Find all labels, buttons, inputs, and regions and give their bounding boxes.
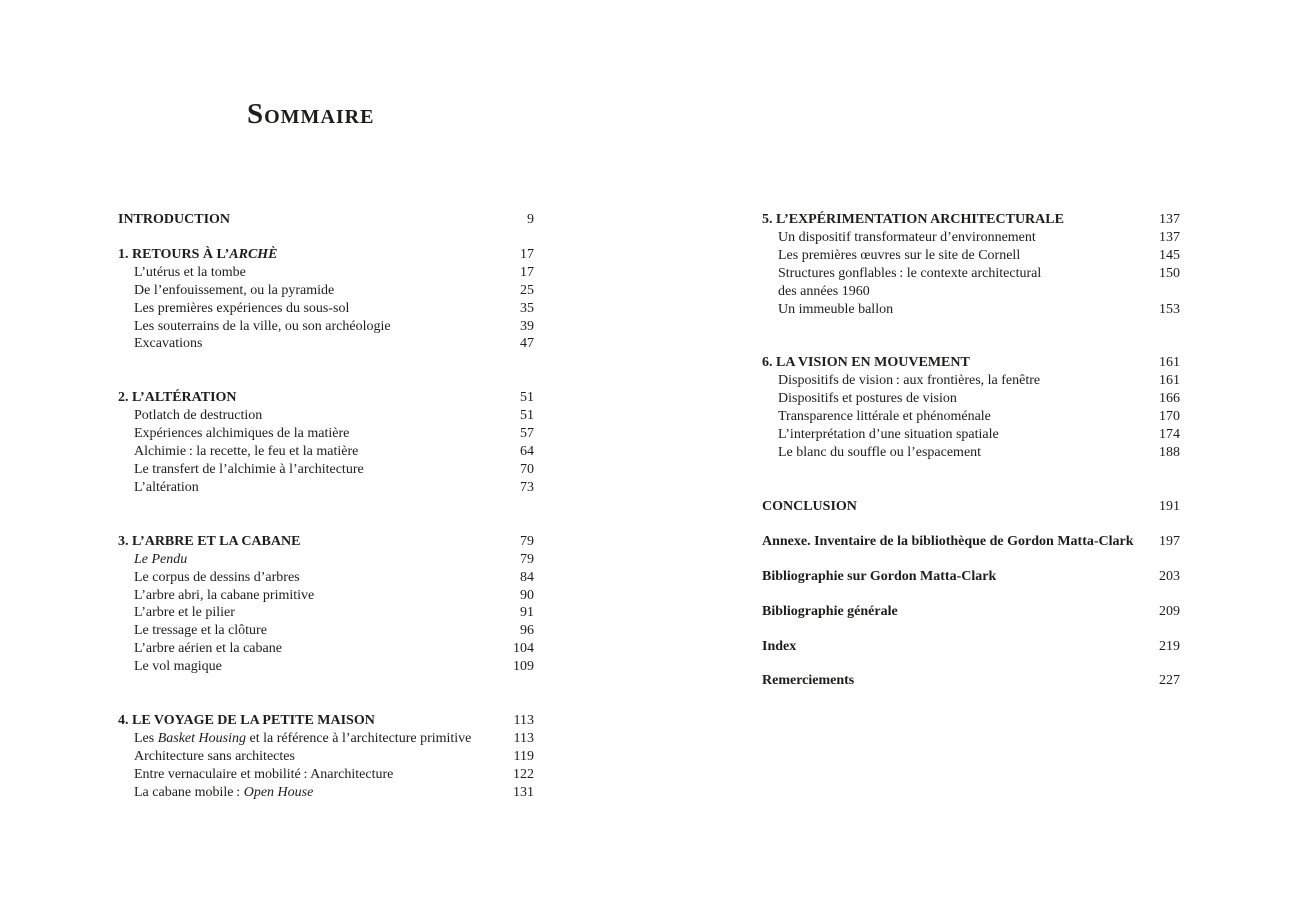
toc-entry-label: [762, 229, 1036, 247]
toc-label-segment: 3. L’ARBRE ET LA CABANE: [118, 533, 301, 549]
toc-item-row: [118, 461, 534, 479]
toc-label-segment: Le vol magique: [134, 659, 222, 675]
toc-heading-row: [118, 533, 534, 551]
toc-entry-page: 109: [513, 659, 534, 675]
toc-item-row: [118, 766, 534, 784]
toc-item-row: [762, 426, 1180, 444]
toc-entry-label: [762, 301, 893, 319]
toc-entry-page: 25: [520, 282, 534, 298]
toc-item-row: [762, 283, 1180, 301]
toc-label-segment: Les: [134, 730, 158, 746]
toc-entry-label: [118, 264, 246, 282]
toc-entry-page: 188: [1159, 444, 1180, 460]
toc-label-segment: La cabane mobile :: [134, 784, 244, 800]
toc-label-segment: 5. L’EXPÉRIMENTATION ARCHITECTURALE: [762, 212, 1064, 227]
toc-label-segment: ARCHÈ: [229, 246, 278, 262]
toc-label-segment: Le tressage et la clôture: [134, 623, 267, 639]
toc-label-segment: Entre vernaculaire et mobilité : Anarchitecture: [134, 766, 394, 782]
toc-label-segment: Alchimie : la recette, le feu et la matière: [134, 444, 359, 460]
toc-label-segment: Remerciements: [762, 673, 855, 689]
toc-entry-page: 174: [1159, 427, 1180, 443]
toc-item-row: [118, 569, 534, 587]
toc-column-left: [118, 211, 534, 802]
toc-item-row: [118, 622, 534, 640]
toc-label-segment: L’altération: [134, 479, 199, 495]
toc-label-segment: Annexe. Inventaire de la bibliothèque de Gordon Matta-Clark: [762, 533, 1134, 549]
toc-label-segment: 2. L’ALTÉRATION: [118, 390, 237, 406]
toc-item-row: [118, 335, 534, 353]
toc-heading-row: [762, 672, 1180, 690]
toc-entry-page: 39: [520, 318, 534, 334]
toc-item-row: [762, 247, 1180, 265]
toc-entry-page: 90: [520, 587, 534, 603]
toc-entry-label: [118, 282, 334, 300]
toc-entry-label: [762, 408, 991, 426]
toc-entry-page: 219: [1159, 638, 1180, 654]
toc-label-segment: Dispositifs et postures de vision: [778, 391, 957, 407]
toc-item-row: [118, 730, 534, 748]
toc-item-row: [118, 658, 534, 676]
toc-entry-page: 47: [520, 336, 534, 352]
toc-entry-page: 35: [520, 300, 534, 316]
toc-entry-label: [118, 425, 349, 443]
toc-label-segment: Les premières œuvres sur le site de Cornell: [778, 247, 1021, 263]
toc-heading-row: [118, 389, 534, 407]
toc-item-row: [118, 604, 534, 622]
toc-heading-row: [762, 211, 1180, 229]
toc-entry-label: [762, 672, 854, 690]
toc-entry-label: [762, 283, 870, 301]
toc-item-row: [118, 282, 534, 300]
toc-entry-page: 57: [520, 426, 534, 442]
toc-section: [762, 498, 1180, 516]
page-title: Sommaire: [247, 98, 375, 130]
toc-label-segment: Dispositifs de vision : aux frontières, la fenêtre: [778, 373, 1041, 389]
toc-item-row: [762, 372, 1180, 390]
toc-item-row: [118, 479, 534, 497]
toc-entry-page: 170: [1159, 409, 1180, 425]
toc-label-segment: Transparence littérale et phénoménale: [778, 409, 991, 425]
toc-section: [118, 246, 534, 353]
toc-label-segment: Le blanc du souffle ou l’espacement: [778, 444, 982, 460]
toc-entry-page: 161: [1159, 355, 1180, 371]
toc-label-segment: 1. RETOURS À L’: [118, 246, 230, 262]
toc-label-segment: INTRODUCTION: [118, 212, 231, 227]
toc-section: [762, 211, 1180, 318]
toc-label-segment: L’utérus et la tombe: [134, 264, 246, 280]
toc-column-right: [762, 211, 1180, 690]
toc-item-row: [118, 587, 534, 605]
toc-label-segment: Un dispositif transformateur d’environnement: [778, 229, 1036, 245]
toc-heading-row: [762, 638, 1180, 656]
toc-label-segment: Expériences alchimiques de la matière: [134, 426, 350, 442]
toc-entry-page: 91: [520, 605, 534, 621]
toc-entry-label: [118, 443, 358, 461]
toc-entry-page: 113: [513, 730, 534, 746]
toc-item-row: [762, 390, 1180, 408]
toc-entry-label: [118, 784, 313, 802]
toc-section: [762, 568, 1180, 586]
toc-entry-label: [118, 658, 222, 676]
toc-entry-label: [762, 603, 898, 621]
toc-entry-label: [118, 622, 267, 640]
toc-item-row: [762, 265, 1180, 283]
toc-entry-page: 197: [1159, 533, 1180, 549]
toc-label-segment: Bibliographie générale: [762, 603, 898, 619]
toc-entry-page: 203: [1159, 568, 1180, 584]
toc-entry-label: [118, 551, 187, 569]
toc-entry-label: [118, 604, 235, 622]
toc-entry-label: [118, 461, 364, 479]
toc-heading-row: [762, 354, 1180, 372]
toc-entry-page: 17: [520, 264, 534, 280]
toc-label-segment: Basket Housing: [157, 730, 246, 746]
toc-label-segment: Excavations: [134, 336, 203, 352]
toc-item-row: [118, 784, 534, 802]
toc-entry-label: [762, 354, 970, 372]
toc-entry-label: [762, 568, 996, 586]
toc-entry-label: [118, 766, 393, 784]
toc-section: [762, 603, 1180, 621]
toc-label-segment: Le corpus de dessins d’arbres: [134, 569, 300, 585]
toc-entry-label: [762, 638, 796, 656]
toc-heading-row: [762, 533, 1180, 551]
toc-entry-label: [118, 533, 300, 551]
toc-heading-row: [118, 246, 534, 264]
toc-label-segment: L’interprétation d’une situation spatiale: [778, 427, 999, 443]
toc-label-segment: Structures gonflables : le contexte architectural: [778, 265, 1042, 281]
toc-entry-label: [118, 246, 278, 264]
toc-item-row: [118, 264, 534, 282]
toc-label-segment: et la référence à l’architecture primitive: [245, 730, 472, 746]
toc-section: [118, 211, 534, 229]
toc-entry-page: 70: [520, 461, 534, 477]
toc-heading-row: [118, 712, 534, 730]
toc-item-row: [762, 444, 1180, 462]
toc-entry-page: 51: [520, 408, 534, 424]
toc-item-row: [118, 407, 534, 425]
toc-label-segment: Les premières expériences du sous-sol: [134, 300, 350, 316]
toc-section: [118, 712, 534, 802]
toc-entry-page: 64: [520, 444, 534, 460]
toc-label-segment: L’arbre abri, la cabane primitive: [134, 587, 315, 603]
toc-entry-label: [118, 730, 471, 748]
toc-item-row: [118, 443, 534, 461]
toc-item-row: [118, 748, 534, 766]
toc-label-segment: Le Pendu: [134, 551, 188, 567]
toc-entry-page: 84: [520, 569, 534, 585]
toc-entry-page: 227: [1159, 673, 1180, 689]
toc-entry-label: [118, 587, 314, 605]
toc-entry-page: 104: [513, 641, 534, 657]
toc-entry-page: 137: [1159, 212, 1180, 227]
toc-label-segment: Un immeuble ballon: [778, 301, 894, 317]
toc-entry-label: [118, 569, 300, 587]
toc-entry-label: [118, 389, 237, 407]
toc-item-row: [118, 640, 534, 658]
toc-entry-label: [118, 479, 199, 497]
toc-entry-page: 209: [1159, 603, 1180, 619]
toc-section: [118, 389, 534, 496]
toc-entry-label: [762, 498, 857, 516]
toc-entry-label: [762, 390, 957, 408]
toc-label-segment: Architecture sans architectes: [134, 748, 295, 764]
toc-label-segment: Open House: [243, 784, 314, 800]
toc-label-segment: Le transfert de l’alchimie à l’architecture: [134, 461, 364, 477]
toc-entry-page: 79: [520, 551, 534, 567]
toc-entry-label: [118, 211, 230, 229]
toc-item-row: [118, 425, 534, 443]
toc-entry-page: 73: [520, 479, 534, 495]
toc-entry-page: 145: [1159, 247, 1180, 263]
toc-label-segment: Index: [762, 638, 797, 654]
toc-entry-page: 96: [520, 623, 534, 639]
toc-entry-page: 122: [513, 766, 534, 782]
toc-entry-label: [762, 211, 1064, 229]
toc-section: [762, 672, 1180, 690]
toc-heading-row: [762, 568, 1180, 586]
toc-label-segment: Potlatch de destruction: [134, 408, 263, 424]
toc-item-row: [762, 229, 1180, 247]
toc-heading-row: [118, 211, 534, 229]
toc-entry-page: 17: [520, 246, 534, 262]
toc-item-row: [762, 408, 1180, 426]
toc-entry-label: [118, 335, 202, 353]
toc-entry-label: [762, 426, 999, 444]
toc-entry-page: 153: [1159, 301, 1180, 317]
toc-entry-page: 9: [527, 212, 534, 227]
toc-section: [762, 638, 1180, 656]
toc-entry-page: 166: [1159, 391, 1180, 407]
toc-label-segment: Bibliographie sur Gordon Matta-Clark: [762, 568, 997, 584]
toc-section: [762, 354, 1180, 461]
toc-entry-page: 79: [520, 533, 534, 549]
toc-item-row: [118, 318, 534, 336]
toc-label-segment: CONCLUSION: [762, 498, 857, 514]
toc-entry-page: 113: [513, 713, 534, 729]
toc-section: [762, 533, 1180, 551]
toc-entry-label: [118, 300, 349, 318]
toc-item-row: [118, 551, 534, 569]
toc-heading-row: [762, 498, 1180, 516]
toc-entry-page: 161: [1159, 373, 1180, 389]
toc-entry-page: 51: [520, 390, 534, 406]
toc-entry-page: 150: [1159, 265, 1180, 281]
toc-entry-page: 119: [513, 748, 534, 764]
toc-entry-label: [118, 712, 375, 730]
toc-entry-page: 137: [1159, 229, 1180, 245]
toc-entry-label: [762, 247, 1020, 265]
toc-entry-label: [118, 407, 262, 425]
toc-entry-page: 191: [1159, 498, 1180, 514]
toc-section: [118, 533, 534, 676]
toc-entry-page: 131: [513, 784, 534, 800]
toc-entry-label: [762, 533, 1134, 551]
toc-label-segment: 6. LA VISION EN MOUVEMENT: [762, 355, 970, 371]
toc-entry-label: [118, 640, 282, 658]
toc-label-segment: des années 1960: [778, 283, 870, 299]
toc-label-segment: Les souterrains de la ville, ou son archéologie: [134, 318, 391, 334]
toc-label-segment: 4. LE VOYAGE DE LA PETITE MAISON: [118, 713, 375, 729]
toc-entry-label: [118, 318, 391, 336]
toc-label-segment: De l’enfouissement, ou la pyramide: [134, 282, 335, 298]
toc-label-segment: L’arbre et le pilier: [134, 605, 235, 621]
toc-heading-row: [762, 603, 1180, 621]
toc-entry-label: [762, 372, 1040, 390]
toc-entry-label: [762, 444, 981, 462]
toc-item-row: [762, 301, 1180, 319]
toc-entry-label: [118, 748, 295, 766]
toc-label-segment: L’arbre aérien et la cabane: [134, 641, 282, 657]
toc-item-row: [118, 300, 534, 318]
toc-entry-label: [762, 265, 1041, 283]
